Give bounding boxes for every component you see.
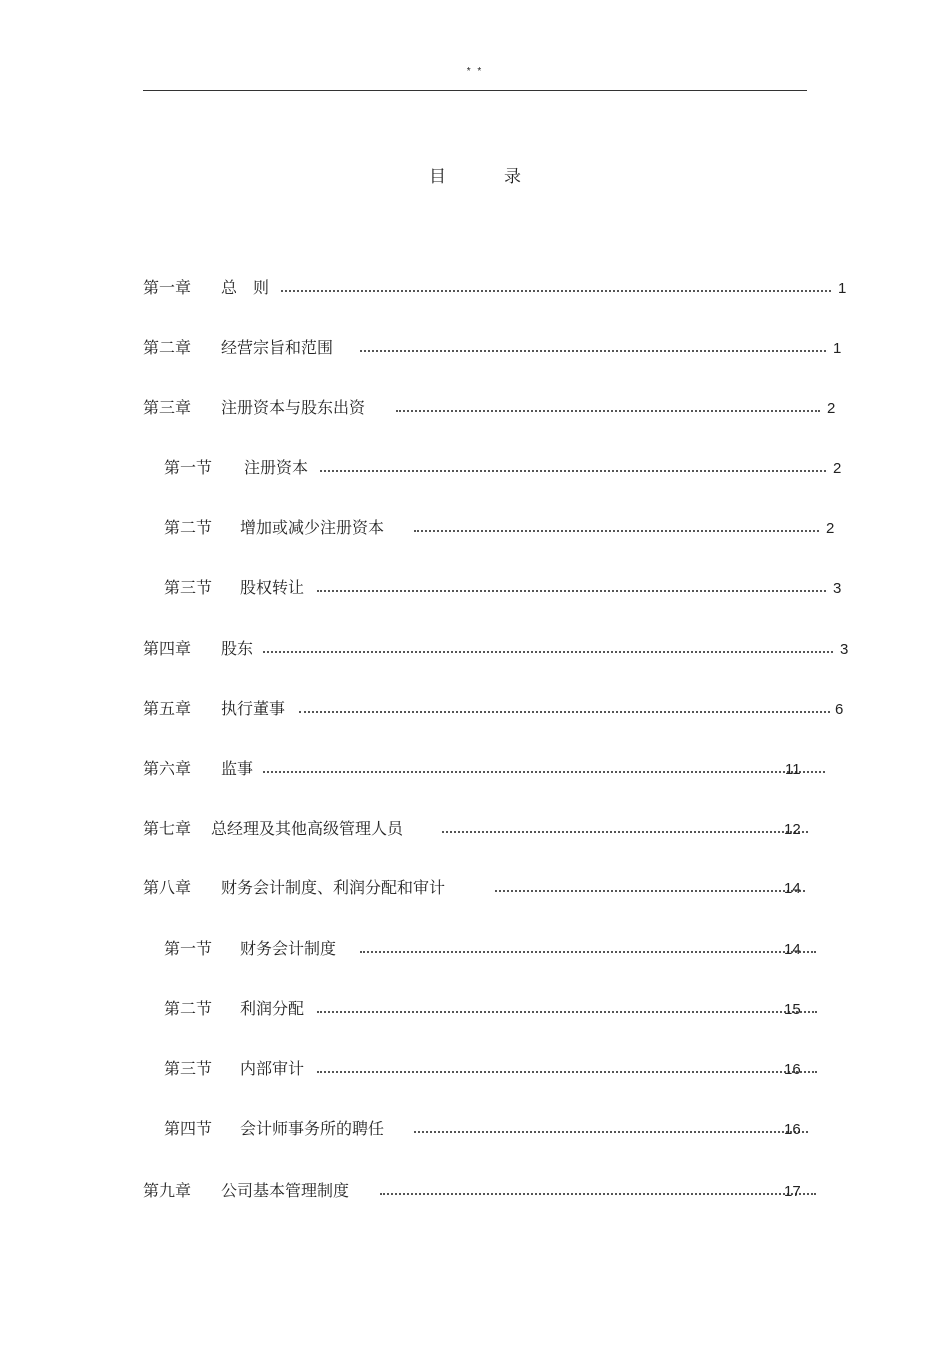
toc-entry-page: 16 — [784, 1121, 801, 1138]
toc-entry-page: 2 — [827, 400, 836, 417]
toc-entry-section-8-3[interactable] — [164, 1057, 864, 1081]
toc-entry-page: 3 — [840, 641, 849, 658]
toc-title — [0, 162, 950, 187]
toc-entry-page: 3 — [833, 580, 842, 597]
toc-entry-page: 1 — [833, 340, 842, 357]
toc-entry-label: 第一节 — [164, 939, 213, 958]
toc-entry-page: 1 — [838, 280, 847, 297]
toc-dot-leader — [360, 350, 826, 352]
toc-entry-page: 17 — [784, 1183, 801, 1200]
toc-entry-label: 第九章 — [143, 1181, 192, 1200]
toc-dot-leader — [299, 711, 830, 713]
toc-entry-section-8-4[interactable] — [164, 1117, 864, 1141]
toc-dot-leader — [281, 290, 831, 292]
toc-entry-page: 2 — [826, 520, 835, 537]
toc-dot-leader — [320, 470, 826, 472]
toc-entry-title: 股权转让 — [240, 578, 305, 597]
toc-entry-title: 股东 — [221, 639, 254, 658]
toc-entry-title: 会计师事务所的聘任 — [240, 1119, 385, 1138]
toc-entry-chapter-4[interactable] — [143, 637, 863, 661]
toc-entry-label: 第六章 — [143, 759, 192, 778]
toc-entry-chapter-8[interactable] — [143, 876, 863, 900]
toc-entry-page: 14 — [784, 941, 801, 958]
toc-entry-page: 15 — [784, 1001, 801, 1018]
toc-entry-title: 注册资本 — [244, 458, 309, 477]
toc-entry-label: 第二节 — [164, 999, 213, 1018]
toc-entry-title: 财务会计制度 — [240, 939, 337, 958]
toc-entry-page: 2 — [833, 460, 842, 477]
toc-entry-title: 经营宗旨和范围 — [221, 338, 334, 357]
toc-entry-section-3-3[interactable] — [164, 576, 864, 600]
toc-entry-title: 内部审计 — [240, 1059, 305, 1078]
toc-entry-title: 总 则 — [221, 278, 270, 297]
toc-entry-title: 公司基本管理制度 — [221, 1181, 350, 1200]
toc-entry-title: 注册资本与股东出资 — [221, 398, 366, 417]
toc-entry-section-8-2[interactable] — [164, 997, 864, 1021]
toc-entry-label: 第一章 — [143, 278, 192, 297]
toc-entry-title: 财务会计制度、利润分配和审计 — [221, 878, 446, 897]
header-rule — [143, 90, 807, 91]
toc-entry-label: 第三节 — [164, 1059, 213, 1078]
toc-entry-page: 6 — [835, 701, 844, 718]
toc-entry-title: 增加或减少注册资本 — [240, 518, 385, 537]
toc-entry-label: 第三章 — [143, 398, 192, 417]
toc-entry-page: 12 — [784, 821, 801, 838]
toc-dot-leader — [263, 771, 825, 773]
toc-entry-title: 执行董事 — [221, 699, 286, 718]
toc-dot-leader — [414, 1131, 808, 1133]
toc-entry-label: 第八章 — [143, 878, 192, 897]
toc-dot-leader — [317, 1071, 817, 1073]
toc-entry-chapter-3[interactable] — [143, 396, 863, 420]
toc-entry-chapter-7[interactable] — [143, 817, 863, 841]
toc-entry-title: 总经理及其他高级管理人员 — [211, 819, 404, 838]
toc-dot-leader — [360, 951, 816, 953]
toc-entry-chapter-6[interactable] — [143, 757, 863, 781]
toc-entry-section-3-2[interactable] — [164, 516, 864, 540]
toc-dot-leader — [380, 1193, 816, 1195]
toc-entry-title: 利润分配 — [240, 999, 305, 1018]
toc-dot-leader — [442, 831, 808, 833]
toc-entry-label: 第一节 — [164, 458, 213, 477]
toc-entry-label: 第五章 — [143, 699, 192, 718]
toc-title-part2: 录 — [504, 167, 521, 187]
toc-entry-section-3-1[interactable] — [164, 456, 864, 480]
toc-dot-leader — [396, 410, 820, 412]
toc-entry-section-8-1[interactable] — [164, 937, 864, 961]
toc-dot-leader — [317, 1011, 817, 1013]
toc-entry-page: 14 — [784, 880, 801, 897]
toc-dot-leader — [317, 590, 826, 592]
header-mark: * * — [466, 66, 484, 77]
toc-entry-label: 第二节 — [164, 518, 213, 537]
toc-entry-label: 第二章 — [143, 338, 192, 357]
toc-entry-label: 第四节 — [164, 1119, 213, 1138]
toc-dot-leader — [414, 530, 819, 532]
toc-dot-leader — [263, 651, 833, 653]
toc-entry-chapter-9[interactable] — [143, 1179, 863, 1203]
toc-entry-label: 第四章 — [143, 639, 192, 658]
toc-entry-chapter-5[interactable] — [143, 697, 863, 721]
toc-entry-label: 第七章 — [143, 819, 192, 838]
toc-dot-leader — [495, 890, 805, 892]
toc-entry-page: 16 — [784, 1061, 801, 1078]
toc-entry-chapter-1[interactable] — [143, 276, 863, 300]
toc-entry-label: 第三节 — [164, 578, 213, 597]
toc-entry-chapter-2[interactable] — [143, 336, 863, 360]
toc-entry-title: 监事 — [221, 759, 254, 778]
toc-title-part1: 目 — [429, 167, 446, 187]
toc-entry-page: 11 — [785, 761, 801, 778]
